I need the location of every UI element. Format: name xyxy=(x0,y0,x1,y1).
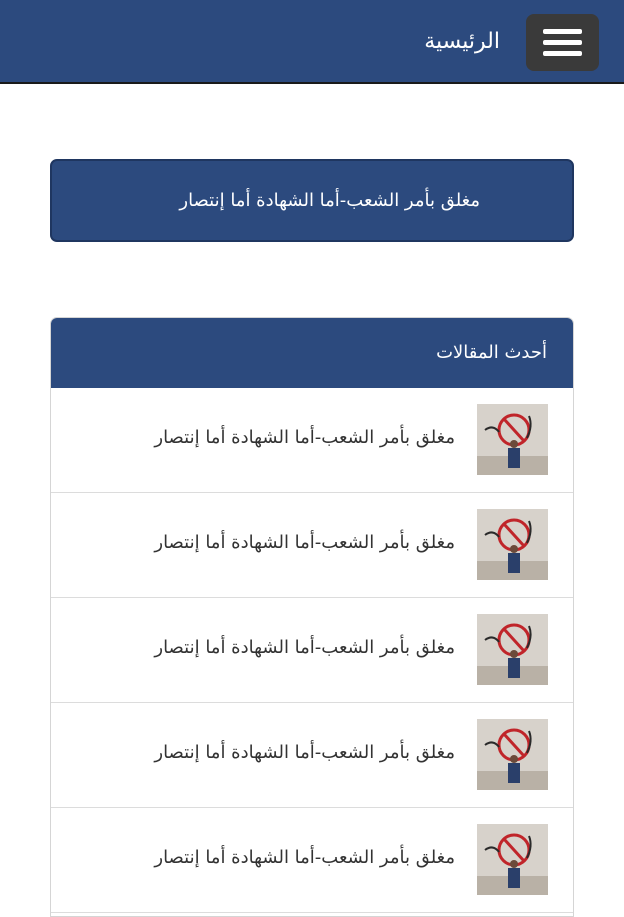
article-title-link[interactable]: مغلق بأمر الشعب-أما الشهادة أما إنتصار xyxy=(154,637,455,658)
article-thumbnail[interactable] xyxy=(477,719,548,790)
article-thumbnail[interactable] xyxy=(477,509,548,580)
hamburger-icon xyxy=(543,40,582,45)
banner-text: مغلق بأمر الشعب-أما الشهادة أما إنتصار xyxy=(179,190,480,211)
list-item[interactable] xyxy=(51,493,573,598)
article-title-link[interactable]: مغلق بأمر الشعب-أما الشهادة أما إنتصار xyxy=(154,742,455,763)
list-item[interactable] xyxy=(51,598,573,703)
article-thumbnail-image xyxy=(477,824,548,895)
panel-heading xyxy=(51,318,573,388)
article-title-link[interactable]: مغلق بأمر الشعب-أما الشهادة أما إنتصار xyxy=(154,532,455,553)
panel-heading-text: أحدث المقالات xyxy=(436,342,547,363)
list-item[interactable] xyxy=(51,703,573,808)
list-item[interactable] xyxy=(51,388,573,493)
article-thumbnail-image xyxy=(477,614,548,685)
article-title-link[interactable]: مغلق بأمر الشعب-أما الشهادة أما إنتصار xyxy=(154,847,455,868)
latest-articles-panel xyxy=(50,317,574,917)
article-thumbnail[interactable] xyxy=(477,824,548,895)
article-thumbnail[interactable] xyxy=(477,614,548,685)
article-thumbnail-image xyxy=(477,404,548,475)
article-thumbnail[interactable] xyxy=(477,404,548,475)
featured-banner[interactable] xyxy=(50,159,574,242)
home-link[interactable]: الرئيسية xyxy=(424,29,500,54)
hamburger-icon xyxy=(543,29,582,34)
menu-toggle-button[interactable] xyxy=(526,14,599,71)
article-thumbnail-image xyxy=(477,509,548,580)
article-thumbnail-image xyxy=(477,719,548,790)
top-navbar xyxy=(0,0,624,84)
hamburger-icon xyxy=(543,51,582,56)
list-item[interactable] xyxy=(51,808,573,913)
article-title-link[interactable]: مغلق بأمر الشعب-أما الشهادة أما إنتصار xyxy=(154,427,455,448)
